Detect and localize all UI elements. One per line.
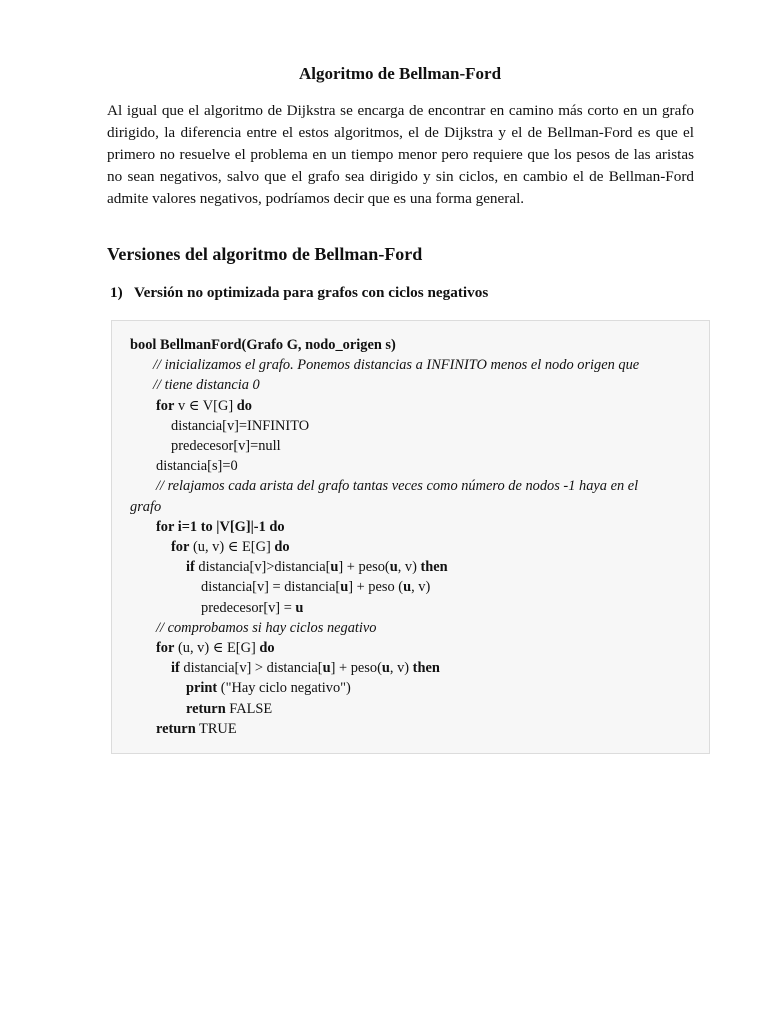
keyword: for [156, 397, 175, 414]
code-text: (u, v) ∈ E[G] [174, 640, 260, 657]
code-text: (u, v) ∈ E[G] [189, 539, 275, 556]
code-text: TRUE [195, 720, 237, 737]
keyword: do [259, 640, 275, 657]
code-text: , v) [411, 579, 431, 596]
subsection-heading [110, 284, 488, 302]
code-line-init-distance: distancia[v]=INFINITO [171, 417, 310, 434]
code-line-relax-condition [130, 557, 700, 577]
keyword: do [236, 397, 252, 414]
subsection-label: Versión no optimizada para grafos con ciclos negativos [134, 284, 489, 301]
code-var: u [295, 599, 304, 616]
code-line-init-predecessor: predecesor[v]=null [171, 438, 281, 455]
code-text: , v) [397, 559, 421, 576]
code-line-signature: bool BellmanFord(Grafo G, nodo_origen s) [130, 337, 396, 353]
keyword: then [420, 559, 448, 576]
code-text: predecesor[v] = [201, 599, 296, 616]
code-line-source-distance: distancia[s]=0 [156, 458, 238, 475]
code-line-print [130, 678, 700, 698]
code-line-for-vertices [130, 396, 700, 416]
code-text: ] + peso( [338, 559, 390, 576]
code-line-update-distance [130, 577, 700, 597]
section-heading: Versiones del algoritmo de Bellman-Ford [107, 244, 423, 264]
keyword: if [171, 660, 180, 677]
code-text: v ∈ V[G] [174, 397, 237, 414]
keyword: if [186, 559, 195, 576]
intro-paragraph: Al igual que el algoritmo de Dijkstra se encarga de encontrar en camino más corto en un grafo dirigido, la diferencia entre el estos algoritmos, el de Dijkstra y el de Bellman-Ford es que el primero no resuelve el problema en un tiempo menor pero requiere que los pesos de las aristas no sean negativos, salvo que el grafo sea dirigido y sin ciclos, en cambio el de Bellman-Ford admite valores negativos, podríamos decir que es una forma general. [107, 102, 694, 207]
code-var: u [389, 559, 398, 576]
keyword: then [412, 660, 440, 677]
code-comment-init-2: // tiene distancia 0 [153, 377, 260, 394]
keyword: return [156, 720, 196, 737]
code-comment-init-1: // inicializamos el grafo. Ponemos distancias a INFINITO menos el nodo origen que [153, 357, 640, 374]
code-text: , v) [389, 660, 413, 677]
keyword: for [171, 539, 190, 556]
code-text: ("Hay ciclo negativo") [217, 680, 351, 697]
code-line-check-condition [130, 658, 700, 678]
code-var: u [381, 660, 390, 677]
code-line-update-predecessor [130, 598, 700, 618]
code-line-return-false [130, 699, 700, 719]
code-line-for-edges-check [130, 638, 700, 658]
code-line-for-iterations: for i=1 to |V[G]|-1 do [156, 518, 285, 535]
code-text: FALSE [225, 700, 273, 717]
code-text: distancia[v] > distancia[ [179, 660, 323, 677]
page-title: Algoritmo de Bellman-Ford [298, 64, 502, 83]
code-text: distancia[v]>distancia[ [194, 559, 331, 576]
keyword: print [186, 680, 218, 697]
code-comment-relax-1: // relajamos cada arista del grafo tantas veces como número de nodos -1 haya en el [156, 478, 639, 495]
subsection-number: 1) [110, 284, 123, 301]
code-text: ] + peso ( [348, 579, 404, 596]
code-text: ] + peso( [330, 660, 382, 677]
keyword: do [274, 539, 290, 556]
code-comment-relax-2: grafo [130, 498, 162, 515]
code-line-return-true [130, 719, 700, 739]
code-text: distancia[v] = distancia[ [201, 579, 341, 596]
code-comment-check: // comprobamos si hay ciclos negativo [156, 619, 377, 636]
pseudocode-block [130, 335, 700, 739]
keyword: return [186, 700, 226, 717]
keyword: for [156, 640, 175, 657]
code-var: u [403, 579, 412, 596]
code-var: u [322, 660, 331, 677]
code-var: u [330, 559, 339, 576]
code-line-for-edges [130, 537, 700, 557]
code-var: u [340, 579, 349, 596]
